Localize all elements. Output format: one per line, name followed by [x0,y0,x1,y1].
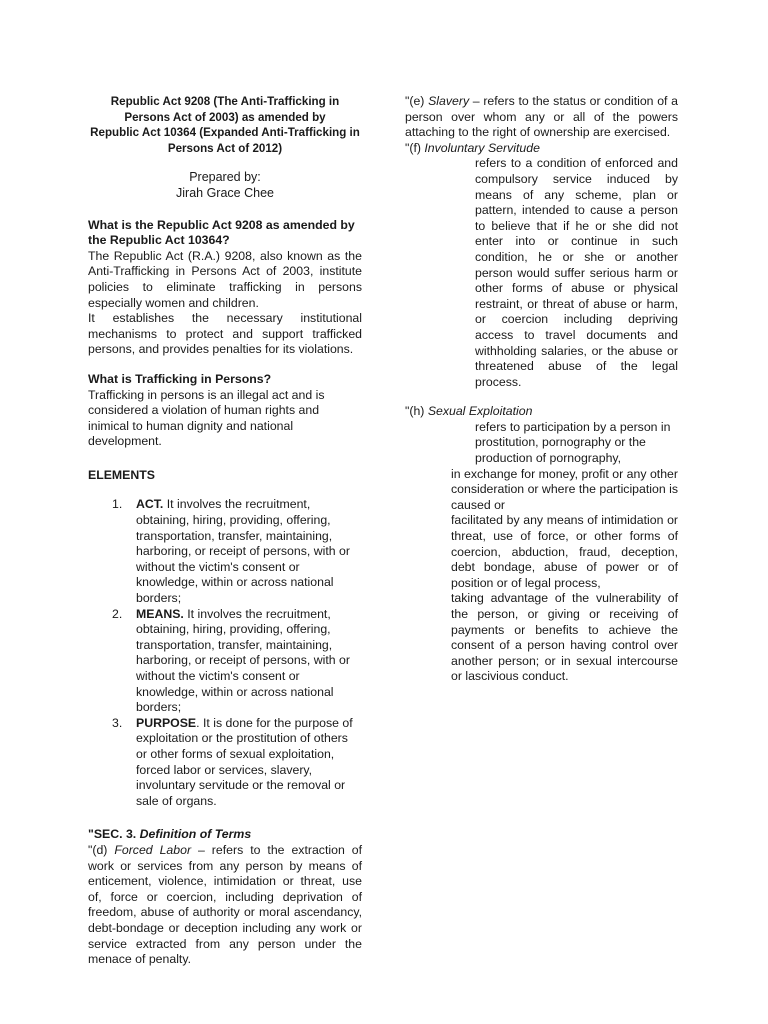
term-involuntary-servitude [405,141,678,157]
list-number: 2. [112,606,123,621]
term-label: Slavery [428,94,470,108]
list-number: 3. [112,715,123,730]
term-text: – refers to the extraction of work or services from any person by means of enticement, violence, intimidation or threat, use of, force or coercion, including deprivation of freedom, abuse of authority or moral ascendancy, debt-bondage or deception including any work or service extracted from any person under the menace of penalty. [88,842,362,967]
term-text: in exchange for money, profit or any other consideration or where the participation is caused or [451,466,678,512]
section1-heading: What is the Republic Act 9208 as amended by the Republic Act 10364? [88,217,355,248]
term-text: facilitated by any means of intimidation or threat, use of force, or other forms of coercion, abduction, fraud, deception, debt bondage, abuse of power or of position or of legal process, [451,513,678,590]
term-prefix: "(e) [405,94,429,108]
sec3-prefix: "SEC. 3. [88,827,140,842]
section1-para1: The Republic Act (R.A.) 9208, also known as the Anti-Trafficking in Persons Act of 2003, institute policies to eliminate trafficking in persons especially women and children. [88,248,362,310]
term-sexual-exploitation [405,404,678,420]
term-label: Sexual Exploitation [427,404,533,419]
term-slavery [405,94,678,141]
section1-para2: It establishes the necessary institutional mechanisms to protect and support trafficked persons, and provides penalties for its violations. [88,311,362,357]
element-label: PURPOSE [136,715,197,730]
element-text: It involves the recruitment, obtaining, hiring, providing, offering, transportation, transfer, maintaining, harboring, or receipt of persons, with or without the victim's consent or knowledge, within or across national borders; [136,497,350,606]
document-title [88,94,362,156]
term-text: – refers to the status or condition of a person over whom any or all of the powers attaching to the right of ownership are exercised. [405,94,678,140]
term-text: taking advantage of the vulnerability of the person, or giving or receiving of payments or benefits to achieve the consent of a person having control over another person; or in sexual intercourse or lascivious conduct. [451,591,678,684]
element-label: ACT. [136,497,164,512]
term-text: refers to participation by a person in prostitution, pornography or the production of pornography, [475,419,671,466]
prepared-by-block [88,170,362,201]
term-label: Involuntary Servitude [424,140,540,155]
element-label: MEANS. [136,606,184,621]
list-item [88,716,362,810]
left-column [88,94,362,968]
term-forced-labor [88,843,362,968]
elements-heading: ELEMENTS [88,467,155,482]
list-item [88,607,362,716]
term-text: refers to a condition of enforced and compulsory service induced by means of any scheme, plan or pattern, intended to cause a person to believe that if he or she did not enter into or continue in such condition, he or she or another person would suffer serious harm or other forms of abuse or physical restraint, or threat of abuse or harm, or coercion including depriving access to travel documents and withholding salaries, or the abuse or threatened abuse of the legal process. [475,156,678,389]
elements-list [88,497,362,809]
sec3-title-text: Definition of Terms [139,827,252,842]
term-prefix: "(f) [405,140,425,155]
section2-heading: What is Trafficking in Persons? [88,371,272,386]
element-text: . It is done for the purpose of exploitation or the prostitution of others or other forms of sexual exploitation, forced labor or services, slavery, involuntary servitude or the removal or sale of organs. [136,715,353,808]
term-prefix: "(d) [88,842,115,857]
element-text: It involves the recruitment, obtaining, hiring, providing, offering, transportation, transfer, maintaining, harboring, or receipt of persons, with or without the victim's consent or knowledge, within or across national borders; [136,606,350,715]
term-prefix: "(h) [405,404,428,419]
list-number: 1. [112,497,123,512]
sec3-title [88,827,362,843]
title-line-2: Republic Act 10364 (Expanded Anti-Trafficking in Persons Act of 2012) [90,126,360,155]
author-name: Jirah Grace Chee [176,185,274,200]
section2-para: Trafficking in persons is an illegal act and is considered a violation of human rights and inimical to human dignity and national development. [88,387,325,449]
right-column [405,94,678,685]
list-item [88,497,362,606]
term-label: Forced Labor [114,842,192,857]
title-line-1: Republic Act 9208 (The Anti-Trafficking in Persons Act of 2003) as amended by [110,95,340,124]
prepared-by-label: Prepared by: [189,170,261,185]
